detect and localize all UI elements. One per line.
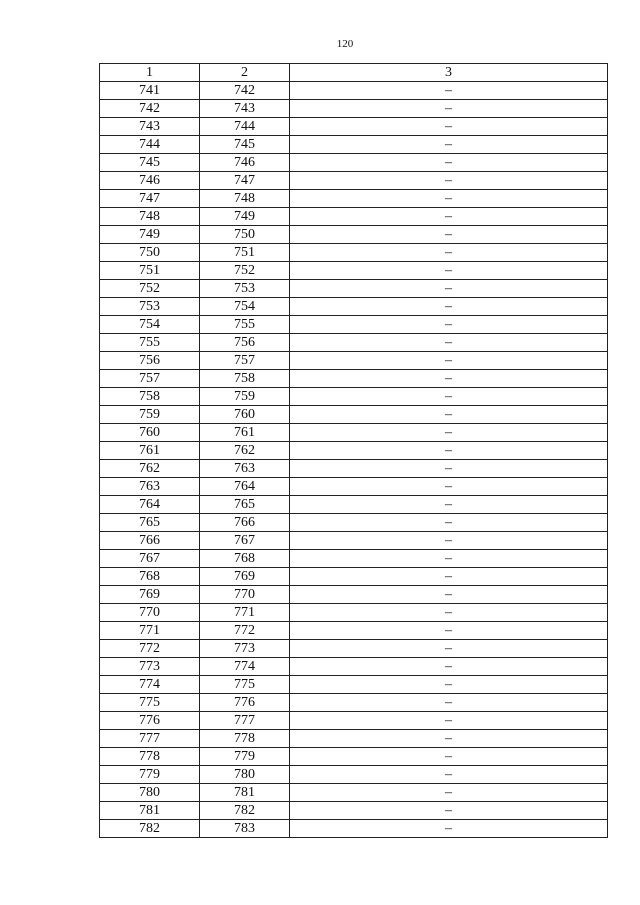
table-row: [100, 388, 608, 406]
table-cell-col-3: –: [290, 370, 608, 388]
table-cell-col-1: 754: [100, 316, 200, 334]
table-row: [100, 442, 608, 460]
table-cell-col-1: 771: [100, 622, 200, 640]
table-cell-col-1: 763: [100, 478, 200, 496]
table-cell-col-1: 750: [100, 244, 200, 262]
table-cell-col-2: 756: [200, 334, 290, 352]
table-row: [100, 640, 608, 658]
table-cell-col-3: –: [290, 658, 608, 676]
table-row: [100, 604, 608, 622]
table-cell-col-3: –: [290, 820, 608, 838]
table-row: [100, 406, 608, 424]
table-row: [100, 280, 608, 298]
data-table: [99, 63, 608, 838]
table-row: [100, 784, 608, 802]
table-cell-col-2: 777: [200, 712, 290, 730]
table-cell-col-1: 749: [100, 226, 200, 244]
table-cell-col-2: 782: [200, 802, 290, 820]
table-row: [100, 370, 608, 388]
table-cell-col-1: 770: [100, 604, 200, 622]
table-row: [100, 424, 608, 442]
table-cell-col-1: 765: [100, 514, 200, 532]
table-row: [100, 766, 608, 784]
table-row: [100, 676, 608, 694]
table-cell-col-1: 780: [100, 784, 200, 802]
table-cell-col-2: 774: [200, 658, 290, 676]
table-cell-col-1: 781: [100, 802, 200, 820]
table-cell-col-3: –: [290, 82, 608, 100]
table-cell-col-3: –: [290, 550, 608, 568]
table-row: [100, 208, 608, 226]
table-cell-col-1: 776: [100, 712, 200, 730]
table-row: [100, 694, 608, 712]
table-cell-col-1: 757: [100, 370, 200, 388]
table-row: [100, 154, 608, 172]
table-cell-col-2: 751: [200, 244, 290, 262]
table-row: [100, 460, 608, 478]
table-cell-col-3: –: [290, 136, 608, 154]
column-header-2: 2: [200, 64, 290, 82]
table-cell-col-2: 780: [200, 766, 290, 784]
table-row: [100, 586, 608, 604]
table-cell-col-1: 762: [100, 460, 200, 478]
table-cell-col-3: –: [290, 748, 608, 766]
table-cell-col-2: 749: [200, 208, 290, 226]
table-cell-col-2: 742: [200, 82, 290, 100]
table-cell-col-3: –: [290, 442, 608, 460]
table-cell-col-1: 745: [100, 154, 200, 172]
table-cell-col-3: –: [290, 226, 608, 244]
table-row: [100, 226, 608, 244]
table-cell-col-2: 755: [200, 316, 290, 334]
table-cell-col-3: –: [290, 604, 608, 622]
table-row: [100, 496, 608, 514]
table-cell-col-2: 753: [200, 280, 290, 298]
table-cell-col-1: 742: [100, 100, 200, 118]
table-cell-col-3: –: [290, 244, 608, 262]
table-cell-col-3: –: [290, 586, 608, 604]
table-row: [100, 478, 608, 496]
table-row: [100, 82, 608, 100]
table-body: [100, 82, 608, 838]
table-cell-col-2: 767: [200, 532, 290, 550]
table-cell-col-1: 759: [100, 406, 200, 424]
table-row: [100, 244, 608, 262]
table-row: [100, 802, 608, 820]
table-cell-col-1: 758: [100, 388, 200, 406]
table-row: [100, 568, 608, 586]
table-row: [100, 136, 608, 154]
table-cell-col-3: –: [290, 712, 608, 730]
table-cell-col-1: 748: [100, 208, 200, 226]
table-cell-col-2: 778: [200, 730, 290, 748]
table-cell-col-1: 760: [100, 424, 200, 442]
table-cell-col-2: 744: [200, 118, 290, 136]
table-cell-col-2: 773: [200, 640, 290, 658]
table-cell-col-1: 766: [100, 532, 200, 550]
table-cell-col-1: 761: [100, 442, 200, 460]
table-cell-col-1: 752: [100, 280, 200, 298]
table-cell-col-1: 764: [100, 496, 200, 514]
table-cell-col-3: –: [290, 154, 608, 172]
table-cell-col-2: 763: [200, 460, 290, 478]
table-cell-col-1: 775: [100, 694, 200, 712]
table-cell-col-3: –: [290, 676, 608, 694]
table-cell-col-3: –: [290, 514, 608, 532]
table-cell-col-3: –: [290, 208, 608, 226]
table-cell-col-2: 760: [200, 406, 290, 424]
table-cell-col-3: –: [290, 388, 608, 406]
table-cell-col-1: 769: [100, 586, 200, 604]
table-cell-col-2: 752: [200, 262, 290, 280]
table-row: [100, 316, 608, 334]
table-row: [100, 550, 608, 568]
table-cell-col-2: 783: [200, 820, 290, 838]
table-cell-col-3: –: [290, 190, 608, 208]
table-cell-col-3: –: [290, 298, 608, 316]
table-cell-col-2: 769: [200, 568, 290, 586]
table-cell-col-2: 750: [200, 226, 290, 244]
table-cell-col-1: 782: [100, 820, 200, 838]
table-cell-col-3: –: [290, 802, 608, 820]
table-cell-col-1: 751: [100, 262, 200, 280]
table-cell-col-1: 753: [100, 298, 200, 316]
table-cell-col-2: 766: [200, 514, 290, 532]
table-cell-col-1: 756: [100, 352, 200, 370]
table-cell-col-1: 768: [100, 568, 200, 586]
table-cell-col-2: 764: [200, 478, 290, 496]
table-cell-col-2: 771: [200, 604, 290, 622]
table-row: [100, 658, 608, 676]
table-cell-col-1: 772: [100, 640, 200, 658]
table-row: [100, 622, 608, 640]
table-cell-col-3: –: [290, 766, 608, 784]
table-cell-col-2: 761: [200, 424, 290, 442]
table-cell-col-3: –: [290, 118, 608, 136]
table-cell-col-2: 757: [200, 352, 290, 370]
table-cell-col-3: –: [290, 694, 608, 712]
page-number: 120: [336, 38, 354, 50]
table-cell-col-3: –: [290, 496, 608, 514]
table-cell-col-2: 765: [200, 496, 290, 514]
table-cell-col-3: –: [290, 262, 608, 280]
table-cell-col-1: 741: [100, 82, 200, 100]
table-cell-col-3: –: [290, 784, 608, 802]
table-row: [100, 334, 608, 352]
column-header-3: 3: [290, 64, 608, 82]
table-row: [100, 352, 608, 370]
table-cell-col-2: 779: [200, 748, 290, 766]
table-cell-col-2: 748: [200, 190, 290, 208]
table-cell-col-2: 781: [200, 784, 290, 802]
table-cell-col-3: –: [290, 640, 608, 658]
table-cell-col-2: 746: [200, 154, 290, 172]
table-row: [100, 820, 608, 838]
table-cell-col-3: –: [290, 352, 608, 370]
table-cell-col-2: 743: [200, 100, 290, 118]
table-row: [100, 730, 608, 748]
table-cell-col-3: –: [290, 172, 608, 190]
table-cell-col-2: 776: [200, 694, 290, 712]
table-cell-col-3: –: [290, 100, 608, 118]
table-cell-col-2: 754: [200, 298, 290, 316]
table-cell-col-2: 768: [200, 550, 290, 568]
column-header-1: 1: [100, 64, 200, 82]
table-cell-col-3: –: [290, 424, 608, 442]
table-cell-col-2: 775: [200, 676, 290, 694]
table-cell-col-2: 772: [200, 622, 290, 640]
table-cell-col-2: 770: [200, 586, 290, 604]
table-cell-col-1: 767: [100, 550, 200, 568]
table-cell-col-3: –: [290, 316, 608, 334]
table-cell-col-3: –: [290, 622, 608, 640]
table-cell-col-1: 774: [100, 676, 200, 694]
table-header-row: [100, 64, 608, 82]
table-cell-col-1: 743: [100, 118, 200, 136]
table-cell-col-1: 777: [100, 730, 200, 748]
table-cell-col-2: 758: [200, 370, 290, 388]
table-cell-col-1: 746: [100, 172, 200, 190]
table-cell-col-3: –: [290, 406, 608, 424]
table-row: [100, 190, 608, 208]
table-cell-col-1: 779: [100, 766, 200, 784]
table-row: [100, 532, 608, 550]
table-cell-col-2: 762: [200, 442, 290, 460]
table-cell-col-3: –: [290, 478, 608, 496]
table-cell-col-1: 755: [100, 334, 200, 352]
table-cell-col-2: 759: [200, 388, 290, 406]
table-cell-col-1: 778: [100, 748, 200, 766]
table-cell-col-3: –: [290, 568, 608, 586]
table-cell-col-2: 747: [200, 172, 290, 190]
table-cell-col-1: 747: [100, 190, 200, 208]
table-row: [100, 100, 608, 118]
table-row: [100, 748, 608, 766]
table-row: [100, 712, 608, 730]
table-cell-col-3: –: [290, 730, 608, 748]
table-cell-col-3: –: [290, 460, 608, 478]
table-cell-col-2: 745: [200, 136, 290, 154]
table-cell-col-3: –: [290, 280, 608, 298]
table-row: [100, 118, 608, 136]
table-cell-col-3: –: [290, 334, 608, 352]
table-cell-col-1: 773: [100, 658, 200, 676]
table-cell-col-1: 744: [100, 136, 200, 154]
table-row: [100, 514, 608, 532]
table-row: [100, 298, 608, 316]
table-row: [100, 172, 608, 190]
table-cell-col-3: –: [290, 532, 608, 550]
table-row: [100, 262, 608, 280]
